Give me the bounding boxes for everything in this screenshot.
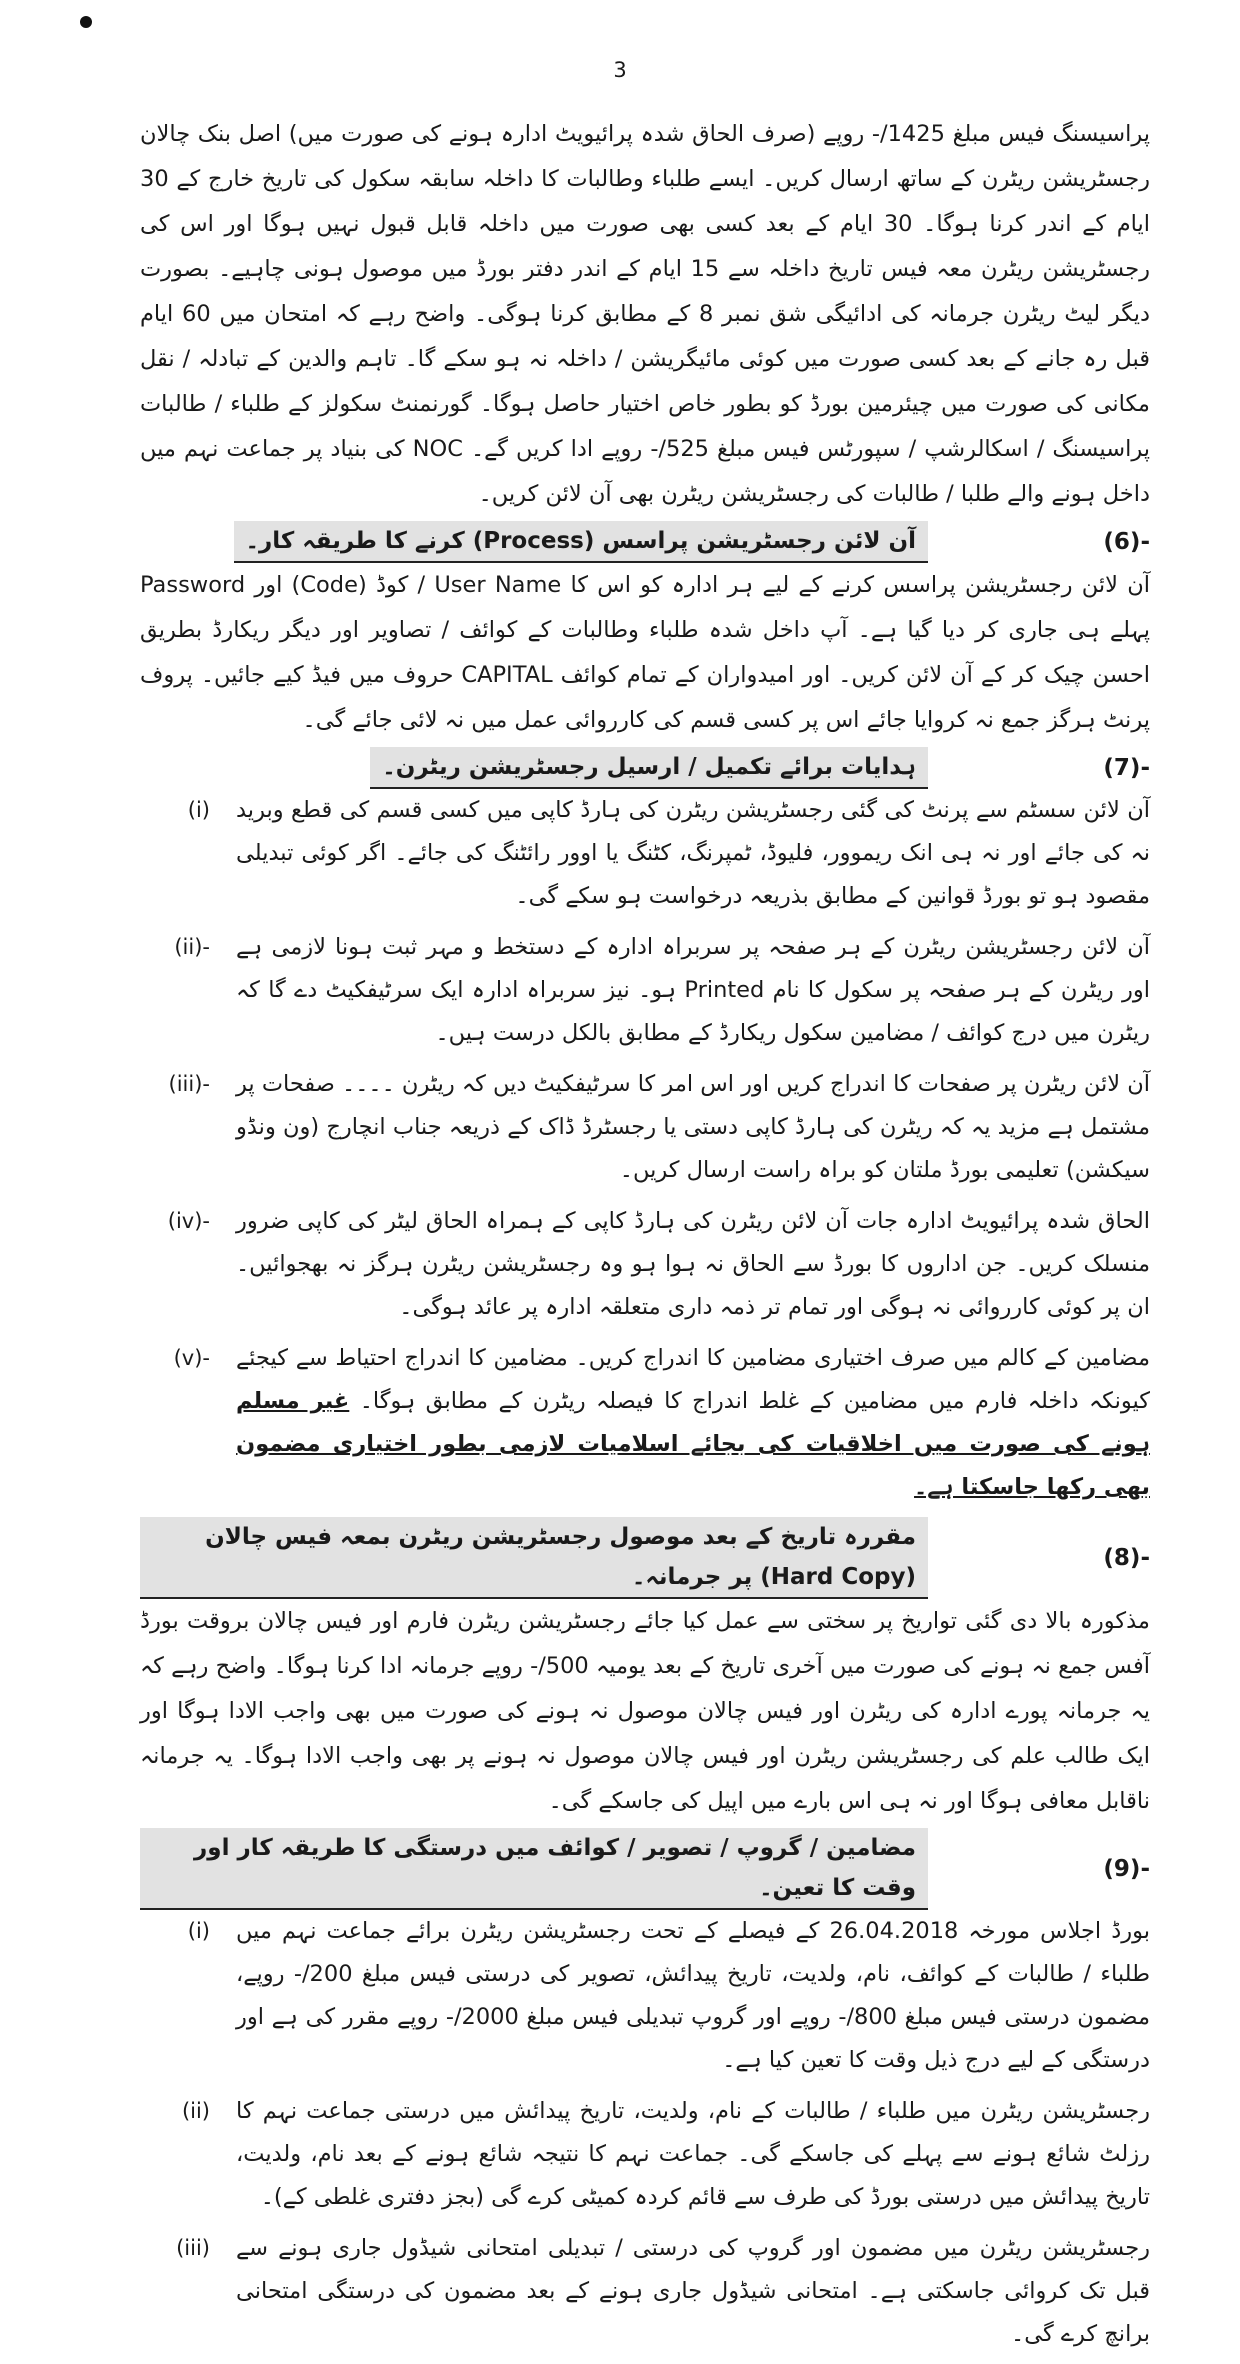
item-v-emphasis: غیر مسلم ہونے کی صورت میں اخلاقیات کی بجائے اسلامیات لازمی بطور اختیاری مضمون بھی رکھا جاسکتا ہے۔ <box>236 1388 1150 1500</box>
item-number: (i) <box>187 1919 210 1943</box>
item-text: آن لائن ریٹرن پر صفحات کا اندراج کریں اور اس امر کا سرٹیفکیٹ دیں کہ ریٹرن ۔۔۔۔ صفحات پر مشتمل ہے مزید یہ کہ ریٹرن کی ہارڈ کاپی دستی یا رجسٹرڈ ڈاک کے ذریعہ جناب انچارج (ون ونڈو سیکشن) تعلیمی بورڈ ملتان کو براہ راست ارسال کریں۔ <box>236 1071 1150 1183</box>
section-9-item-i <box>140 1910 1150 2082</box>
section-8-header <box>140 1517 1150 1599</box>
section-9-item-ii <box>140 2090 1150 2219</box>
intro-paragraph: پراسیسنگ فیس مبلغ ‎-/1425‎ روپے (صرف الحاق شدہ پرائیویٹ ادارہ ہونے کی صورت میں) اصل بنک چالان رجسٹریشن ریٹرن کے ساتھ ارسال کریں۔ ایسے طلباء وطالبات کا داخلہ سابقہ سکول کی تاریخ خارج کے 30 ایام کے اندر کرنا ہوگا۔ 30 ایام کے بعد کسی بھی صورت میں داخلہ قابل قبول نہیں ہوگا اور اس کی رجسٹریشن ریٹرن معہ فیس تاریخ داخلہ سے 15 ایام کے اندر دفتر بورڈ میں موصول ہونی چاہیے۔ بصورت دیگر لیٹ ریٹرن جرمانہ کی ادائیگی شق نمبر 8 کے مطابق کرنا ہوگی۔ واضح رہے کہ امتحان میں 60 ایام قبل رہ جانے کے بعد کسی صورت میں کوئی مائیگریشن / داخلہ نہ ہو سکے گا۔ تاہم والدین کے تبادلہ / نقل مکانی کی صورت میں چیئرمین بورڈ کو بطور خاص اختیار حاصل ہوگا۔ گورنمنٹ سکولز کے طلباء / طالبات پراسیسنگ / اسکالرشپ / سپورٹس فیس مبلغ ‎-/525‎ روپے ادا کریں گے۔ NOC کی بنیاد پر جماعت نہم میں داخل ہونے والے طلبا / طالبات کی رجسٹریشن ریٹرن بھی آن لائن کریں۔ <box>140 121 1150 507</box>
section-8-number: (8)- <box>1103 1545 1150 1571</box>
item-text: رجسٹریشن ریٹرن میں مضمون اور گروپ کی درستی / تبدیلی امتحانی شیڈول جاری ہونے سے قبل تک کروائی جاسکتی ہے۔ امتحانی شیڈول جاری ہونے کے بعد مضمون کی درستگی امتحانی برانچ کرے گی۔ <box>236 2235 1150 2347</box>
section-6-body: آن لائن رجسٹریشن پراسس کرنے کے لیے ہر ادارہ کو اس کا User Name / کوڈ (Code) اور Password پہلے ہی جاری کر دیا گیا ہے۔ آپ داخل شدہ طلباء وطالبات کے کوائف / تصاویر اور دیگر ریکارڈ بطریق احسن چیک کر کے آن لائن کریں۔ اور امیدواران کے تمام کوائف CAPITAL حروف میں فیڈ کیے جائیں۔ پروف پرنٹ ہرگز جمع نہ کروایا جائے اس پر کسی قسم کی کارروائی عمل میں نہ لائی جائے گی۔ <box>140 572 1150 733</box>
section-9-title: مضامین / گروپ / تصویر / کوائف میں درستگی کا طریقہ کار اور وقت کا تعین۔ <box>140 1828 928 1910</box>
item-text: آن لائن سسٹم سے پرنٹ کی گئی رجسٹریشن ریٹرن کی ہارڈ کاپی میں کسی قسم کی قطع وبرید نہ کی جائے اور نہ ہی انک ریموور، فلیوڈ، ٹمپرنگ، کٹنگ یا اوور رائٹنگ کی جائے۔ اگر کوئی تبدیلی مقصود ہو تو بورڈ قوانین کے مطابق بذریعہ درخواست ہو سکے گی۔ <box>236 797 1150 909</box>
section-7-item-iii <box>140 1063 1150 1192</box>
item-number: (iv)- <box>167 1209 210 1233</box>
item-number: (iii)- <box>168 1072 210 1096</box>
item-number: (ii) <box>181 2099 210 2123</box>
section-7-item-ii <box>140 926 1150 1055</box>
item-text: آن لائن رجسٹریشن ریٹرن کے ہر صفحہ پر سربراہ ادارہ کے دستخط و مہر ثبت ہونا لازمی ہے اور ریٹرن کے ہر صفحہ پر سکول کا نام Printed ہو۔ نیز سربراہ ادارہ ایک سرٹیفکیٹ دے گا کہ ریٹرن میں درج کوائف / مضامین سکول ریکارڈ کے مطابق بالکل درست ہیں۔ <box>236 934 1150 1046</box>
section-6-number: (6)- <box>1103 529 1150 555</box>
section-9-number: (9)- <box>1103 1856 1150 1882</box>
section-6-title: آن لائن رجسٹریشن پراسس (Process) کرنے کا طریقہ کار۔ <box>234 521 928 563</box>
item-text <box>210 1337 1150 1509</box>
section-9-item-iii <box>140 2227 1150 2356</box>
section-7-item-i <box>140 789 1150 918</box>
item-number: (v)- <box>173 1346 210 1370</box>
section-9-header <box>140 1828 1150 1910</box>
section-6-header <box>140 521 1150 563</box>
section-7-header <box>140 747 1150 789</box>
item-text: رجسٹریشن ریٹرن میں طلباء / طالبات کے نام، ولدیت، تاریخ پیدائش میں درستی جماعت نہم کا رزلٹ شائع ہونے سے پہلے کی جاسکے گی۔ جماعت نہم کا نتیجہ شائع ہونے کے بعد نام، ولدیت، تاریخ پیدائش میں درستی بورڈ کی طرف سے قائم کردہ کمیٹی کرے گی (بجز دفتری غلطی کے)۔ <box>236 2098 1150 2210</box>
section-7-number: (7)- <box>1103 755 1150 781</box>
corner-mark <box>80 16 92 28</box>
section-8-body: مذکورہ بالا دی گئی تواریخ پر سختی سے عمل کیا جائے رجسٹریشن ریٹرن فارم اور فیس چالان بروقت بورڈ آفس جمع نہ ہونے کی صورت میں آخری تاریخ کے بعد یومیہ ‎-/500‎ روپے جرمانہ ادا کرنا ہوگا۔ واضح رہے کہ یہ جرمانہ پورے ادارہ کی ریٹرن اور فیس چالان موصول نہ ہونے کی صورت میں بھی واجب الادا ہوگا اور ایک طالب علم کی رجسٹریشن ریٹرن اور فیس چالان موصول نہ ہونے پر بھی واجب الادا ہوگا۔ یہ جرمانہ ناقابل معافی ہوگا اور نہ ہی اس بارے میں اپیل کی جاسکے گی۔ <box>140 1608 1150 1814</box>
page-number: 3 <box>613 58 627 82</box>
document-body <box>140 112 1150 2364</box>
section-7-item-v <box>140 1337 1150 1509</box>
item-v-text: مضامین کے کالم میں صرف اختیاری مضامین کا اندراج کریں۔ مضامین کا اندراج احتیاط سے کیجئے کیونکہ داخلہ فارم میں مضامین کے غلط اندراج کا فیصلہ ریٹرن کے مطابق ہوگا۔ <box>236 1345 1150 1414</box>
section-7-title: ہدایات برائے تکمیل / ارسیل رجسٹریشن ریٹرن۔ <box>370 747 928 789</box>
section-8-title: مقررہ تاریخ کے بعد موصول رجسٹریشن ریٹرن بمعہ فیس چالان (Hard Copy) پر جرمانہ۔ <box>140 1517 928 1599</box>
section-7-item-iv <box>140 1200 1150 1329</box>
item-number: (iii) <box>176 2236 210 2260</box>
item-text: بورڈ اجلاس مورخہ 26.04.2018 کے فیصلے کے تحت رجسٹریشن ریٹرن برائے جماعت نہم میں طلباء / طالبات کے کوائف، نام، ولدیت، تاریخ پیدائش، تصویر کی درستی فیس مبلغ ‎-/200‎ روپے، مضمون درستی فیس مبلغ ‎-/800‎ روپے اور گروپ تبدیلی فیس مبلغ ‎-/2000‎ روپے مقرر کی ہے اور درستگی کے لیے درج ذیل وقت کا تعین کیا ہے۔ <box>236 1918 1151 2073</box>
item-number: (ii)- <box>174 935 210 959</box>
item-number: (i) <box>187 798 210 822</box>
item-text: الحاق شدہ پرائیویٹ ادارہ جات آن لائن ریٹرن کی ہارڈ کاپی کے ہمراہ الحاق لیٹر کی کاپی ضرور منسلک کریں۔ جن اداروں کا بورڈ سے الحاق نہ ہوا ہو وہ رجسٹریشن ریٹرن ہرگز نہ بھجوائیں۔ ان پر کوئی کارروائی نہ ہوگی اور تمام تر ذمہ داری متعلقہ ادارہ پر عائد ہوگی۔ <box>236 1208 1150 1320</box>
